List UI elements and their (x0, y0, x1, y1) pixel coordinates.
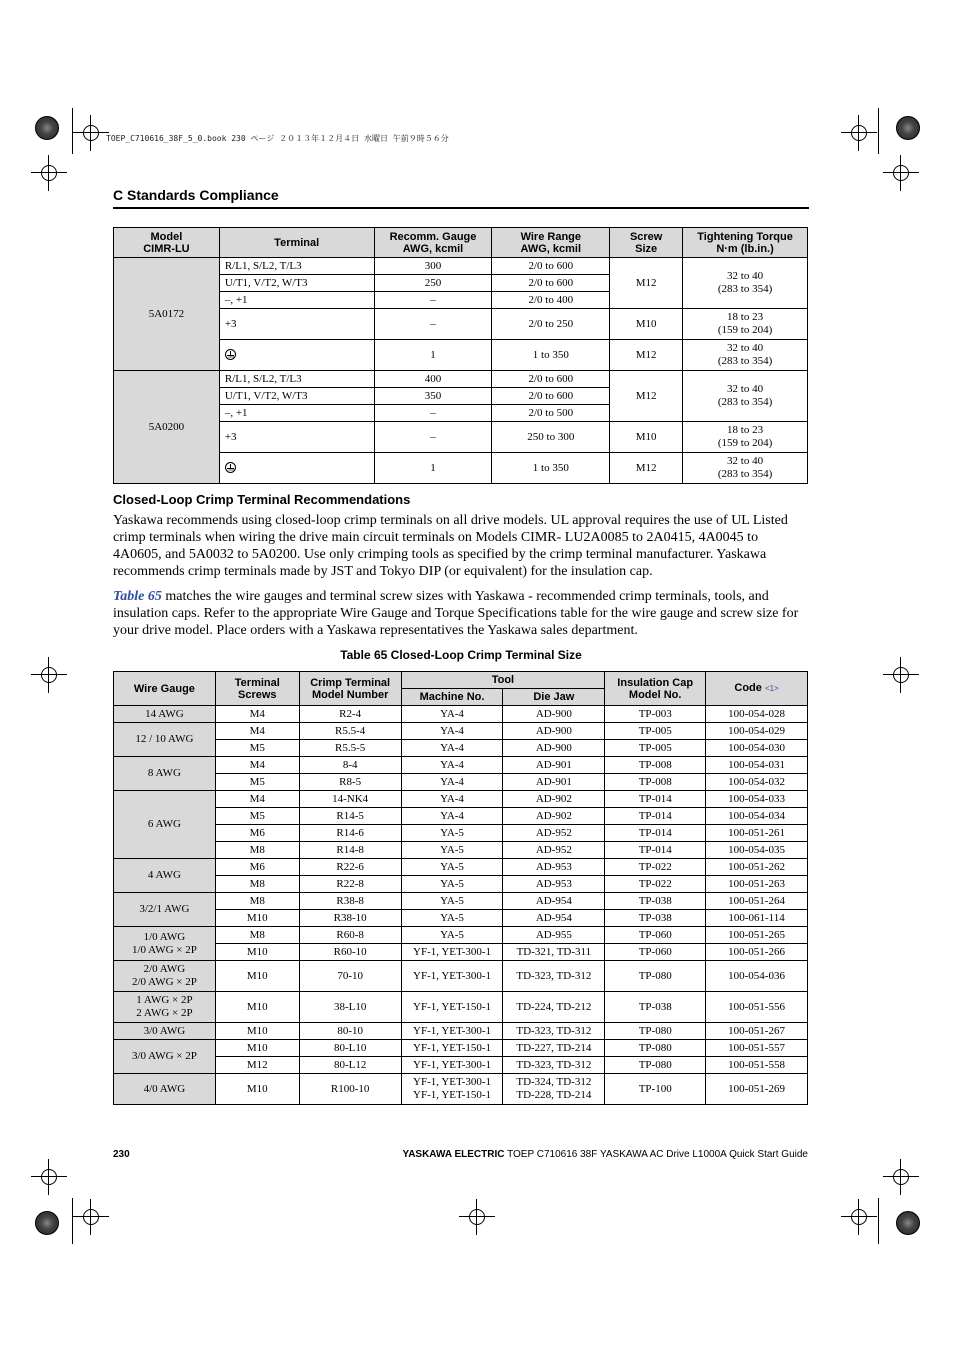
terminal-cell: +3 (219, 309, 374, 340)
screw-cell: M12 (215, 1057, 299, 1074)
machine-cell: YA-5 (401, 876, 503, 893)
wire-gauge-cell: 3/0 AWG (114, 1023, 216, 1040)
header-code: Code <1> (706, 672, 808, 706)
cap-cell: TP-038 (605, 910, 706, 927)
table-row (114, 859, 808, 876)
screw-cell: M10 (215, 944, 299, 961)
die-cell: AD-901 (503, 774, 605, 791)
footer-doc (402, 1149, 808, 1160)
crop-line (72, 108, 73, 154)
screw-cell: M12 (610, 371, 683, 422)
code-cell: 100-054-029 (706, 723, 808, 740)
table-row (114, 774, 808, 791)
gauge-cell: 350 (374, 388, 492, 405)
section-title: C Standards Compliance (113, 187, 809, 209)
machine-cell: YF-1, YET-300-1 (401, 944, 503, 961)
terminal-cell: U/T1, V/T2, W/T3 (219, 388, 374, 405)
machine-cell: YA-4 (401, 723, 503, 740)
code-cell: 100-051-261 (706, 825, 808, 842)
terminal-cell: R/L1, S/L2, T/L3 (219, 258, 374, 275)
screw-cell: M4 (215, 723, 299, 740)
code-cell: 100-051-557 (706, 1040, 808, 1057)
code-cell: 100-054-035 (706, 842, 808, 859)
gauge-cell: 400 (374, 371, 492, 388)
table-row (114, 1023, 808, 1040)
gauge-cell: 1 (374, 453, 492, 484)
crosshair-icon (889, 1165, 913, 1189)
machine-cell: YF-1, YET-150-1 (401, 992, 503, 1023)
gauge-cell: – (374, 422, 492, 453)
screw-cell: M5 (215, 808, 299, 825)
terminal-cell: –, +1 (219, 292, 374, 309)
subheading: Closed-Loop Crimp Terminal Recommendations (113, 492, 411, 507)
table-row (114, 992, 808, 1023)
terminal-cell (219, 453, 374, 484)
crimp-cell: R8-5 (299, 774, 401, 791)
die-cell: TD-323, TD-312 (503, 1023, 605, 1040)
screw-cell: M4 (215, 706, 299, 723)
table-row (114, 910, 808, 927)
header-crimp-terminal: Crimp Terminal Model Number (299, 672, 401, 706)
code-cell: 100-051-264 (706, 893, 808, 910)
die-cell: TD-324, TD-312 TD-228, TD-214 (503, 1074, 605, 1105)
screw-cell: M4 (215, 791, 299, 808)
header-screw: Screw Size (610, 228, 683, 258)
table-row (114, 723, 808, 740)
machine-cell: YF-1, YET-300-1 (401, 1057, 503, 1074)
gauge-cell: 1 (374, 340, 492, 371)
crosshair-icon (37, 1165, 61, 1189)
die-cell: AD-900 (503, 723, 605, 740)
code-cell: 100-061-114 (706, 910, 808, 927)
table-caption: Table 65 Closed-Loop Crimp Terminal Size (340, 648, 582, 662)
paragraph-2-text: matches the wire gauges and terminal screw sizes with Yaskawa - recommended crimp terminals, tools, and insulation caps. Refer to the appropriate Wire Gauge and Torque Specifications table for the wire gauge and screw size for your drive model. Place orders with a Yaskawa representatives the Yaskawa sales department. (113, 589, 799, 638)
screw-cell: M12 (610, 340, 683, 371)
range-cell: 2/0 to 600 (492, 275, 610, 292)
machine-cell: YA-4 (401, 740, 503, 757)
screw-cell: M12 (610, 453, 683, 484)
wire-gauge-cell: 8 AWG (114, 757, 216, 791)
range-cell: 2/0 to 600 (492, 371, 610, 388)
die-cell: AD-954 (503, 910, 605, 927)
code-cell: 100-054-033 (706, 791, 808, 808)
table-row (114, 842, 808, 859)
crosshair-icon (465, 1205, 489, 1229)
table-header-row (114, 672, 808, 689)
table-row (114, 1074, 808, 1105)
die-cell: AD-900 (503, 740, 605, 757)
crosshair-icon (79, 121, 103, 145)
gauge-cell: 250 (374, 275, 492, 292)
crimp-cell: 80-10 (299, 1023, 401, 1040)
crimp-cell: R14-6 (299, 825, 401, 842)
header-insulation-cap: Insulation Cap Model No. (605, 672, 706, 706)
wire-gauge-cell: 1 AWG × 2P 2 AWG × 2P (114, 992, 216, 1023)
model-cell: 5A0172 (114, 258, 220, 371)
code-cell: 100-051-267 (706, 1023, 808, 1040)
cap-cell: TP-022 (605, 876, 706, 893)
machine-cell: YA-4 (401, 791, 503, 808)
wire-gauge-cell: 3/0 AWG × 2P (114, 1040, 216, 1074)
torque-cell: 18 to 23 (159 to 204) (683, 309, 808, 340)
die-cell: AD-953 (503, 859, 605, 876)
screw-cell: M5 (215, 774, 299, 791)
gauge-cell: – (374, 405, 492, 422)
torque-cell: 32 to 40 (283 to 354) (683, 340, 808, 371)
table-row (114, 927, 808, 944)
wire-gauge-cell: 6 AWG (114, 791, 216, 859)
code-cell: 100-051-556 (706, 992, 808, 1023)
table-row (114, 876, 808, 893)
header-gauge: Recomm. Gauge AWG, kcmil (374, 228, 492, 258)
screw-cell: M4 (215, 757, 299, 774)
crimp-cell: R38-8 (299, 893, 401, 910)
die-cell: TD-323, TD-312 (503, 961, 605, 992)
model-cell: 5A0200 (114, 371, 220, 484)
screw-cell: M10 (610, 422, 683, 453)
cap-cell: TP-014 (605, 842, 706, 859)
machine-cell: YF-1, YET-300-1 YF-1, YET-150-1 (401, 1074, 503, 1105)
screw-cell: M8 (215, 893, 299, 910)
table-row (114, 961, 808, 992)
crop-line (878, 108, 879, 154)
machine-cell: YA-4 (401, 757, 503, 774)
wire-gauge-cell: 1/0 AWG 1/0 AWG × 2P (114, 927, 216, 961)
die-cell: TD-227, TD-214 (503, 1040, 605, 1057)
paragraph-2 (113, 588, 809, 639)
die-cell: AD-952 (503, 825, 605, 842)
ground-icon (225, 349, 236, 360)
code-cell: 100-054-032 (706, 774, 808, 791)
ground-icon (225, 462, 236, 473)
code-cell: 100-051-266 (706, 944, 808, 961)
die-cell: AD-902 (503, 791, 605, 808)
header-terminal: Terminal (219, 228, 374, 258)
crosshair-icon (889, 161, 913, 185)
registration-disc-icon (35, 116, 59, 140)
screw-cell: M10 (215, 1074, 299, 1105)
code-cell: 100-054-028 (706, 706, 808, 723)
crimp-cell: R14-5 (299, 808, 401, 825)
torque-cell: 32 to 40 (283 to 354) (683, 453, 808, 484)
terminal-cell: U/T1, V/T2, W/T3 (219, 275, 374, 292)
screw-cell: M12 (610, 258, 683, 309)
cap-cell: TP-014 (605, 808, 706, 825)
crimp-cell: R100-10 (299, 1074, 401, 1105)
crimp-cell: R22-8 (299, 876, 401, 893)
die-cell: AD-952 (503, 842, 605, 859)
header-machine-no: Machine No. (401, 689, 503, 706)
footer-brand: YASKAWA ELECTRIC (402, 1149, 505, 1160)
crimp-cell: R38-10 (299, 910, 401, 927)
gauge-cell: – (374, 309, 492, 340)
table-row (114, 1040, 808, 1057)
screw-cell: M10 (215, 1040, 299, 1057)
die-cell: TD-321, TD-311 (503, 944, 605, 961)
crosshair-icon (37, 161, 61, 185)
code-cell: 100-054-036 (706, 961, 808, 992)
torque-cell: 32 to 40 (283 to 354) (683, 371, 808, 422)
wire-gauge-cell: 4 AWG (114, 859, 216, 893)
crimp-cell: R5.5-4 (299, 723, 401, 740)
header-range: Wire Range AWG, kcmil (492, 228, 610, 258)
machine-cell: YA-5 (401, 859, 503, 876)
torque-cell: 32 to 40 (283 to 354) (683, 258, 808, 309)
screw-cell: M6 (215, 859, 299, 876)
terminal-cell: +3 (219, 422, 374, 453)
cap-cell: TP-060 (605, 944, 706, 961)
machine-cell: YF-1, YET-300-1 (401, 961, 503, 992)
torque-cell: 18 to 23 (159 to 204) (683, 422, 808, 453)
table-row (114, 706, 808, 723)
crimp-cell: 38-L10 (299, 992, 401, 1023)
die-cell: AD-954 (503, 893, 605, 910)
wire-gauge-cell: 3/2/1 AWG (114, 893, 216, 927)
screw-cell: M10 (215, 1023, 299, 1040)
registration-disc-icon (896, 116, 920, 140)
range-cell: 2/0 to 600 (492, 388, 610, 405)
wire-gauge-cell: 2/0 AWG 2/0 AWG × 2P (114, 961, 216, 992)
table-row (114, 757, 808, 774)
crimp-cell: R5.5-5 (299, 740, 401, 757)
table-row (114, 893, 808, 910)
header-terminal-screws: Terminal Screws (215, 672, 299, 706)
range-cell: 1 to 350 (492, 453, 610, 484)
machine-cell: YA-5 (401, 910, 503, 927)
crosshair-icon (79, 1205, 103, 1229)
table-row (114, 944, 808, 961)
terminal-cell: R/L1, S/L2, T/L3 (219, 371, 374, 388)
range-cell: 1 to 350 (492, 340, 610, 371)
cap-cell: TP-014 (605, 791, 706, 808)
table-65-link[interactable]: Table 65 (113, 589, 162, 604)
registration-disc-icon (35, 1211, 59, 1235)
wire-gauge-cell: 4/0 AWG (114, 1074, 216, 1105)
die-cell: TD-224, TD-212 (503, 992, 605, 1023)
machine-cell: YA-5 (401, 825, 503, 842)
cap-cell: TP-060 (605, 927, 706, 944)
header-model: Model CIMR-LU (114, 228, 220, 258)
crimp-terminal-table (113, 671, 808, 1105)
screw-cell: M10 (610, 309, 683, 340)
footer-doc-title: TOEP C710616 38F YASKAWA AC Drive L1000A Quick Start Guide (504, 1149, 808, 1160)
screw-cell: M10 (215, 992, 299, 1023)
code-cell: 100-051-558 (706, 1057, 808, 1074)
terminal-cell: –, +1 (219, 405, 374, 422)
cap-cell: TP-014 (605, 825, 706, 842)
crosshair-icon (847, 1205, 871, 1229)
code-cell: 100-054-030 (706, 740, 808, 757)
machine-cell: YA-4 (401, 808, 503, 825)
crimp-cell: R14-8 (299, 842, 401, 859)
crimp-cell: 80-L12 (299, 1057, 401, 1074)
crosshair-icon (889, 663, 913, 687)
footnote-link[interactable]: <1> (764, 684, 779, 693)
range-cell: 2/0 to 500 (492, 405, 610, 422)
range-cell: 2/0 to 400 (492, 292, 610, 309)
machine-cell: YA-4 (401, 774, 503, 791)
machine-cell: YA-5 (401, 893, 503, 910)
crimp-cell: 14-NK4 (299, 791, 401, 808)
cap-cell: TP-003 (605, 706, 706, 723)
crimp-cell: R2-4 (299, 706, 401, 723)
crimp-cell: 8-4 (299, 757, 401, 774)
cap-cell: TP-022 (605, 859, 706, 876)
cap-cell: TP-005 (605, 740, 706, 757)
crop-note: TOEP_C710616_38F_5_0.book 230 ページ ２０１３年１２月４日 水曜日 午前９時５６分 (106, 134, 449, 143)
code-cell: 100-051-265 (706, 927, 808, 944)
table-row (114, 791, 808, 808)
table-row (114, 808, 808, 825)
table-row (114, 825, 808, 842)
code-cell: 100-054-034 (706, 808, 808, 825)
machine-cell: YA-4 (401, 706, 503, 723)
die-cell: TD-323, TD-312 (503, 1057, 605, 1074)
cap-cell: TP-080 (605, 1023, 706, 1040)
screw-cell: M5 (215, 740, 299, 757)
crimp-cell: R60-10 (299, 944, 401, 961)
screw-cell: M10 (215, 910, 299, 927)
crosshair-icon (37, 663, 61, 687)
crimp-cell: R22-6 (299, 859, 401, 876)
range-cell: 250 to 300 (492, 422, 610, 453)
cap-cell: TP-080 (605, 1040, 706, 1057)
cap-cell: TP-038 (605, 893, 706, 910)
machine-cell: YA-5 (401, 842, 503, 859)
code-cell: 100-051-262 (706, 859, 808, 876)
table-header-row (114, 228, 808, 258)
die-cell: AD-902 (503, 808, 605, 825)
crop-line (72, 1198, 73, 1244)
cap-cell: TP-005 (605, 723, 706, 740)
table-row (114, 740, 808, 757)
wire-gauge-cell: 14 AWG (114, 706, 216, 723)
code-cell: 100-051-269 (706, 1074, 808, 1105)
cap-cell: TP-008 (605, 774, 706, 791)
range-cell: 2/0 to 250 (492, 309, 610, 340)
screw-cell: M8 (215, 842, 299, 859)
table-row (114, 258, 808, 275)
cap-cell: TP-008 (605, 757, 706, 774)
machine-cell: YF-1, YET-150-1 (401, 1040, 503, 1057)
table-row (114, 371, 808, 388)
gauge-cell: 300 (374, 258, 492, 275)
screw-cell: M8 (215, 876, 299, 893)
crop-line (878, 1198, 879, 1244)
paragraph-1: Yaskawa recommends using closed-loop crimp terminals on all drive models. UL approval requires the use of UL Listed crimp terminals when wiring the drive main circuit terminals on Models CIMR- LU2A0085 to 2A0415, 4A0045 to 4A0605, and 5A0032 to 5A0200. Use only crimping tools as specified by the crimp terminal manufacturer. Yaskawa recommends crimp terminals made by JST and Tokyo DIP (or equivalent) for the insulation cap. (113, 513, 788, 579)
range-cell: 2/0 to 600 (492, 258, 610, 275)
die-cell: AD-901 (503, 757, 605, 774)
die-cell: AD-900 (503, 706, 605, 723)
cap-cell: TP-080 (605, 961, 706, 992)
machine-cell: YF-1, YET-300-1 (401, 1023, 503, 1040)
header-die-jaw: Die Jaw (503, 689, 605, 706)
registration-disc-icon (896, 1211, 920, 1235)
die-cell: AD-953 (503, 876, 605, 893)
crimp-cell: 70-10 (299, 961, 401, 992)
cap-cell: TP-038 (605, 992, 706, 1023)
page-number: 230 (113, 1149, 130, 1160)
gauge-cell: – (374, 292, 492, 309)
cap-cell: TP-080 (605, 1057, 706, 1074)
code-cell: 100-054-031 (706, 757, 808, 774)
screw-cell: M10 (215, 961, 299, 992)
code-cell: 100-051-263 (706, 876, 808, 893)
crimp-cell: R60-8 (299, 927, 401, 944)
machine-cell: YA-5 (401, 927, 503, 944)
torque-spec-table (113, 227, 808, 484)
cap-cell: TP-100 (605, 1074, 706, 1105)
header-wire-gauge: Wire Gauge (114, 672, 216, 706)
wire-gauge-cell: 12 / 10 AWG (114, 723, 216, 757)
screw-cell: M6 (215, 825, 299, 842)
header-tool: Tool (401, 672, 605, 689)
table-row (114, 1057, 808, 1074)
die-cell: AD-955 (503, 927, 605, 944)
screw-cell: M8 (215, 927, 299, 944)
crimp-cell: 80-L10 (299, 1040, 401, 1057)
terminal-cell (219, 340, 374, 371)
crosshair-icon (847, 121, 871, 145)
header-torque: Tightening Torque N·m (lb.in.) (683, 228, 808, 258)
